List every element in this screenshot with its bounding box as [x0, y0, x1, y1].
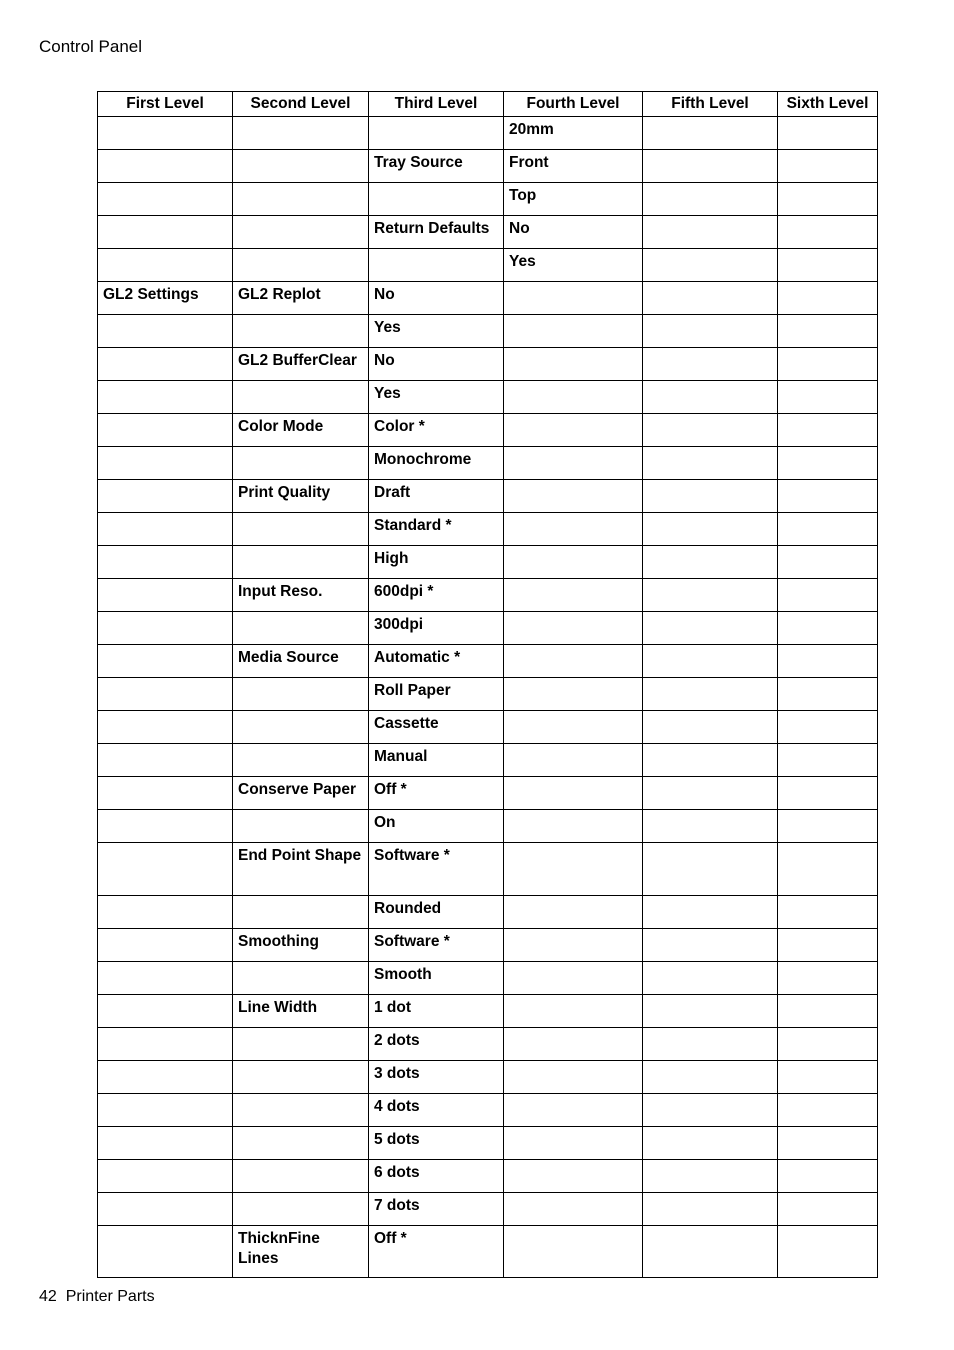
table-cell-sixth-level: [778, 1193, 878, 1226]
cell-text: Tray Source: [374, 154, 463, 171]
table-cell-first-level: [98, 1127, 233, 1160]
cell-text: 300dpi: [374, 616, 424, 633]
table-cell-second-level: [233, 678, 369, 711]
table-cell-fourth-level: [504, 612, 643, 645]
table-cell-third-level: [369, 447, 504, 480]
table-cell-second-level: [233, 579, 369, 612]
cell-text: Color Mode: [238, 418, 324, 435]
table-cell-sixth-level: [778, 1094, 878, 1127]
table-cell-second-level: [233, 183, 369, 216]
table-row: [98, 1028, 878, 1061]
table-cell-second-level: [233, 645, 369, 678]
table-cell-third-level: [369, 1226, 504, 1278]
table-cell-fifth-level: [643, 513, 778, 546]
table-cell-fourth-level: [504, 150, 643, 183]
table-cell-sixth-level: [778, 480, 878, 513]
table-cell-sixth-level: [778, 962, 878, 995]
column-header-third-level: Third Level: [369, 92, 504, 117]
table-cell-sixth-level: [778, 546, 878, 579]
cell-text: Input Reso.: [238, 583, 323, 600]
table-cell-first-level: [98, 282, 233, 315]
table-cell-fifth-level: [643, 447, 778, 480]
table-cell-third-level: [369, 480, 504, 513]
cell-text: GL2 Replot: [238, 286, 321, 303]
cell-text: 3 dots: [374, 1065, 420, 1082]
cell-text: On: [374, 814, 396, 831]
table-row: [98, 216, 878, 249]
table-cell-fourth-level: [504, 249, 643, 282]
cell-text: Standard *: [374, 517, 452, 534]
table-row: [98, 929, 878, 962]
table-row: [98, 1193, 878, 1226]
table-cell-fourth-level: [504, 1193, 643, 1226]
table-cell-third-level: [369, 1028, 504, 1061]
cell-text: 6 dots: [374, 1164, 420, 1181]
table-cell-sixth-level: [778, 645, 878, 678]
table-cell-fifth-level: [643, 1028, 778, 1061]
column-header-fourth-level: Fourth Level: [504, 92, 643, 117]
table-row: [98, 381, 878, 414]
table-cell-second-level: [233, 711, 369, 744]
table-cell-third-level: [369, 1160, 504, 1193]
table-cell-first-level: [98, 1193, 233, 1226]
cell-text: 7 dots: [374, 1197, 420, 1214]
table-cell-fourth-level: [504, 414, 643, 447]
cell-text: Off *: [374, 1230, 407, 1247]
table-cell-sixth-level: [778, 843, 878, 896]
table-cell-sixth-level: [778, 117, 878, 150]
table-cell-fifth-level: [643, 843, 778, 896]
table-cell-second-level: [233, 414, 369, 447]
table-cell-first-level: [98, 1094, 233, 1127]
table-cell-fifth-level: [643, 1061, 778, 1094]
table-cell-second-level: [233, 1061, 369, 1094]
cell-text: 1 dot: [374, 999, 412, 1016]
table-cell-sixth-level: [778, 381, 878, 414]
table-cell-fourth-level: [504, 381, 643, 414]
table-cell-third-level: [369, 995, 504, 1028]
cell-text: No: [374, 286, 395, 303]
cell-text: Manual: [374, 748, 428, 765]
cell-text: No: [374, 352, 395, 369]
table-cell-fifth-level: [643, 995, 778, 1028]
table-cell-second-level: [233, 1028, 369, 1061]
table-cell-fifth-level: [643, 1226, 778, 1278]
table-cell-fourth-level: [504, 117, 643, 150]
cell-text: Software *: [374, 933, 450, 950]
table-cell-first-level: [98, 1028, 233, 1061]
table-cell-fifth-level: [643, 810, 778, 843]
cell-text: Cassette: [374, 715, 439, 732]
table-cell-first-level: [98, 513, 233, 546]
table-cell-fourth-level: [504, 513, 643, 546]
table-cell-third-level: [369, 1193, 504, 1226]
table-cell-fourth-level: [504, 843, 643, 896]
table-cell-sixth-level: [778, 612, 878, 645]
table-cell-third-level: [369, 414, 504, 447]
table-row: [98, 183, 878, 216]
cell-text: Monochrome: [374, 451, 472, 468]
table-cell-first-level: [98, 183, 233, 216]
table-cell-sixth-level: [778, 1127, 878, 1160]
table-cell-first-level: [98, 744, 233, 777]
cell-text: 20mm: [509, 121, 554, 138]
cell-text: Smooth: [374, 966, 432, 983]
table-cell-third-level: [369, 546, 504, 579]
table-row: [98, 546, 878, 579]
table-row: [98, 1127, 878, 1160]
cell-text: ThicknFine Lines: [238, 1230, 320, 1267]
table-cell-first-level: [98, 843, 233, 896]
table-cell-fifth-level: [643, 612, 778, 645]
table-cell-fourth-level: [504, 744, 643, 777]
table-cell-first-level: [98, 414, 233, 447]
table-cell-first-level: [98, 1160, 233, 1193]
table-cell-fifth-level: [643, 315, 778, 348]
cell-text: Roll Paper: [374, 682, 451, 699]
table-cell-sixth-level: [778, 777, 878, 810]
table-cell-first-level: [98, 579, 233, 612]
table-cell-second-level: [233, 447, 369, 480]
table-cell-fifth-level: [643, 1160, 778, 1193]
cell-text: 600dpi *: [374, 583, 434, 600]
table-cell-fourth-level: [504, 1094, 643, 1127]
table-cell-second-level: [233, 929, 369, 962]
cell-text: Print Quality: [238, 484, 331, 501]
table-cell-first-level: [98, 117, 233, 150]
table-row: [98, 645, 878, 678]
table-cell-fifth-level: [643, 348, 778, 381]
table-cell-fourth-level: [504, 1160, 643, 1193]
table-cell-fifth-level: [643, 480, 778, 513]
table-cell-third-level: [369, 1094, 504, 1127]
table-cell-third-level: [369, 843, 504, 896]
table-cell-sixth-level: [778, 183, 878, 216]
table-cell-third-level: [369, 249, 504, 282]
cell-text: Front: [509, 154, 549, 171]
table-row: [98, 447, 878, 480]
table-cell-second-level: [233, 1127, 369, 1160]
table-cell-fifth-level: [643, 1193, 778, 1226]
table-cell-third-level: [369, 282, 504, 315]
table-cell-first-level: [98, 348, 233, 381]
table-cell-fourth-level: [504, 315, 643, 348]
table-cell-sixth-level: [778, 929, 878, 962]
table-cell-second-level: [233, 896, 369, 929]
table-cell-first-level: [98, 546, 233, 579]
cell-text: 4 dots: [374, 1098, 420, 1115]
cell-text: Smoothing: [238, 933, 319, 950]
table-cell-fifth-level: [643, 183, 778, 216]
table-row: [98, 249, 878, 282]
table-cell-first-level: [98, 645, 233, 678]
table-cell-sixth-level: [778, 995, 878, 1028]
table-cell-fifth-level: [643, 150, 778, 183]
table-cell-second-level: [233, 546, 369, 579]
table-cell-third-level: [369, 183, 504, 216]
table-cell-fifth-level: [643, 744, 778, 777]
table-cell-first-level: [98, 216, 233, 249]
page-footer: [39, 1287, 155, 1307]
cell-text: Yes: [374, 385, 401, 402]
table-cell-fifth-level: [643, 896, 778, 929]
table-cell-sixth-level: [778, 678, 878, 711]
table-cell-second-level: [233, 348, 369, 381]
table-cell-third-level: [369, 579, 504, 612]
table-cell-fourth-level: [504, 777, 643, 810]
table-cell-third-level: [369, 348, 504, 381]
cell-text: Color *: [374, 418, 425, 435]
table-cell-second-level: [233, 777, 369, 810]
table-cell-third-level: [369, 896, 504, 929]
table-cell-fifth-level: [643, 929, 778, 962]
table-cell-second-level: [233, 1226, 369, 1278]
cell-text: Yes: [509, 253, 536, 270]
table-cell-second-level: [233, 150, 369, 183]
cell-text: End Point Shape: [238, 847, 362, 864]
table-cell-fifth-level: [643, 579, 778, 612]
table-cell-second-level: [233, 1160, 369, 1193]
table-cell-sixth-level: [778, 1061, 878, 1094]
table-cell-fifth-level: [643, 216, 778, 249]
table-cell-second-level: [233, 381, 369, 414]
table-cell-third-level: [369, 929, 504, 962]
table-cell-fourth-level: [504, 1028, 643, 1061]
table-cell-second-level: [233, 249, 369, 282]
cell-text: No: [509, 220, 530, 237]
table-row: [98, 117, 878, 150]
table-row: [98, 1094, 878, 1127]
table-row: [98, 810, 878, 843]
table-cell-fifth-level: [643, 546, 778, 579]
table-cell-third-level: [369, 315, 504, 348]
cell-text: Top: [509, 187, 537, 204]
table-row: [98, 995, 878, 1028]
table-cell-sixth-level: [778, 1226, 878, 1278]
table-cell-fourth-level: [504, 1127, 643, 1160]
table-cell-sixth-level: [778, 348, 878, 381]
table-cell-first-level: [98, 810, 233, 843]
table-cell-first-level: [98, 381, 233, 414]
table-cell-second-level: [233, 843, 369, 896]
table-cell-second-level: [233, 315, 369, 348]
table-row: [98, 513, 878, 546]
table-cell-first-level: [98, 150, 233, 183]
table-cell-first-level: [98, 480, 233, 513]
table-cell-sixth-level: [778, 249, 878, 282]
table-cell-second-level: [233, 117, 369, 150]
table-row: [98, 1160, 878, 1193]
cell-text: Rounded: [374, 900, 442, 917]
column-header-sixth-level: Sixth Level: [778, 92, 878, 117]
cell-text: 5 dots: [374, 1131, 420, 1148]
table-cell-fourth-level: [504, 645, 643, 678]
cell-text: 2 dots: [374, 1032, 420, 1049]
table-cell-fourth-level: [504, 282, 643, 315]
table-cell-third-level: [369, 711, 504, 744]
page-number: 42: [39, 1288, 57, 1305]
table-cell-fourth-level: [504, 216, 643, 249]
cell-text: GL2 Settings: [103, 286, 199, 303]
table-cell-third-level: [369, 612, 504, 645]
table-cell-fourth-level: [504, 896, 643, 929]
table-cell-fifth-level: [643, 645, 778, 678]
table-cell-third-level: [369, 744, 504, 777]
table-cell-second-level: [233, 480, 369, 513]
table-cell-third-level: [369, 150, 504, 183]
table-cell-fourth-level: [504, 711, 643, 744]
table-cell-first-level: [98, 711, 233, 744]
table-cell-fourth-level: [504, 546, 643, 579]
table-cell-third-level: [369, 678, 504, 711]
table-cell-fourth-level: [504, 810, 643, 843]
table-cell-fourth-level: [504, 447, 643, 480]
table-cell-third-level: [369, 513, 504, 546]
table-cell-second-level: [233, 744, 369, 777]
table-row: [98, 777, 878, 810]
table-cell-second-level: [233, 216, 369, 249]
table-cell-second-level: [233, 962, 369, 995]
table-cell-third-level: [369, 117, 504, 150]
table-cell-second-level: [233, 612, 369, 645]
table-cell-third-level: [369, 962, 504, 995]
table-cell-third-level: [369, 216, 504, 249]
table-cell-sixth-level: [778, 513, 878, 546]
table-cell-first-level: [98, 962, 233, 995]
table-cell-sixth-level: [778, 896, 878, 929]
table-row: [98, 480, 878, 513]
table-cell-first-level: [98, 447, 233, 480]
table-cell-fourth-level: [504, 579, 643, 612]
table-cell-fourth-level: [504, 480, 643, 513]
table-row: [98, 612, 878, 645]
table-cell-second-level: [233, 1193, 369, 1226]
table-row: [98, 150, 878, 183]
table-cell-third-level: [369, 810, 504, 843]
table-cell-fourth-level: [504, 348, 643, 381]
table-cell-fifth-level: [643, 414, 778, 447]
table-cell-fourth-level: [504, 183, 643, 216]
cell-text: Media Source: [238, 649, 339, 666]
table-cell-sixth-level: [778, 1028, 878, 1061]
table-cell-sixth-level: [778, 447, 878, 480]
table-cell-sixth-level: [778, 744, 878, 777]
table-row: [98, 1226, 878, 1278]
table-cell-second-level: [233, 282, 369, 315]
table-cell-first-level: [98, 612, 233, 645]
table-cell-first-level: [98, 777, 233, 810]
table-cell-second-level: [233, 1094, 369, 1127]
table-cell-sixth-level: [778, 711, 878, 744]
column-header-second-level: Second Level: [233, 92, 369, 117]
table-cell-fourth-level: [504, 962, 643, 995]
table-cell-sixth-level: [778, 315, 878, 348]
table-row: [98, 579, 878, 612]
table-row: [98, 1061, 878, 1094]
cell-text: Off *: [374, 781, 407, 798]
cell-text: Conserve Paper: [238, 781, 357, 798]
table-cell-second-level: [233, 810, 369, 843]
cell-text: High: [374, 550, 409, 567]
table-row: [98, 348, 878, 381]
table-row: [98, 896, 878, 929]
cell-text: Draft: [374, 484, 411, 501]
table-cell-sixth-level: [778, 216, 878, 249]
table-cell-second-level: [233, 513, 369, 546]
table-cell-third-level: [369, 381, 504, 414]
table-row: [98, 744, 878, 777]
table-cell-sixth-level: [778, 150, 878, 183]
table-row: [98, 678, 878, 711]
table-cell-fourth-level: [504, 1226, 643, 1278]
table-header-row: [98, 92, 878, 117]
table-cell-fifth-level: [643, 1094, 778, 1127]
table-cell-fourth-level: [504, 929, 643, 962]
table-cell-fourth-level: [504, 995, 643, 1028]
table-cell-first-level: [98, 1061, 233, 1094]
chapter-name: Printer Parts: [65, 1288, 155, 1305]
table-cell-third-level: [369, 1061, 504, 1094]
cell-text: Return Defaults: [374, 220, 490, 237]
table-body: [98, 117, 878, 1278]
table-row: [98, 282, 878, 315]
table-cell-first-level: [98, 315, 233, 348]
table-cell-sixth-level: [778, 414, 878, 447]
table-cell-fourth-level: [504, 678, 643, 711]
table-row: [98, 711, 878, 744]
table-cell-first-level: [98, 678, 233, 711]
table-cell-fifth-level: [643, 117, 778, 150]
table-row: [98, 315, 878, 348]
table-cell-third-level: [369, 645, 504, 678]
column-header-first-level: First Level: [98, 92, 233, 117]
table-cell-fifth-level: [643, 777, 778, 810]
table-cell-fifth-level: [643, 962, 778, 995]
table-row: [98, 962, 878, 995]
cell-text: Yes: [374, 319, 401, 336]
menu-levels-table: [97, 91, 878, 1278]
table-cell-first-level: [98, 929, 233, 962]
table-cell-sixth-level: [778, 579, 878, 612]
table-cell-third-level: [369, 777, 504, 810]
table-cell-first-level: [98, 1226, 233, 1278]
cell-text: Line Width: [238, 999, 318, 1016]
page-header-title: Control Panel: [39, 37, 143, 56]
table-cell-fifth-level: [643, 678, 778, 711]
table-cell-fifth-level: [643, 1127, 778, 1160]
table-cell-fourth-level: [504, 1061, 643, 1094]
table-cell-fifth-level: [643, 711, 778, 744]
table-cell-fifth-level: [643, 381, 778, 414]
table-cell-fifth-level: [643, 249, 778, 282]
table-row: [98, 414, 878, 447]
table-row: [98, 843, 878, 896]
cell-text: GL2 BufferClear: [238, 352, 357, 369]
table-cell-first-level: [98, 896, 233, 929]
table-cell-second-level: [233, 995, 369, 1028]
cell-text: Software *: [374, 847, 450, 864]
table-cell-first-level: [98, 995, 233, 1028]
table-cell-fifth-level: [643, 282, 778, 315]
column-header-fifth-level: Fifth Level: [643, 92, 778, 117]
table-cell-first-level: [98, 249, 233, 282]
table-cell-sixth-level: [778, 1160, 878, 1193]
table-cell-sixth-level: [778, 282, 878, 315]
cell-text: Automatic *: [374, 649, 461, 666]
table-cell-third-level: [369, 1127, 504, 1160]
table-cell-sixth-level: [778, 810, 878, 843]
